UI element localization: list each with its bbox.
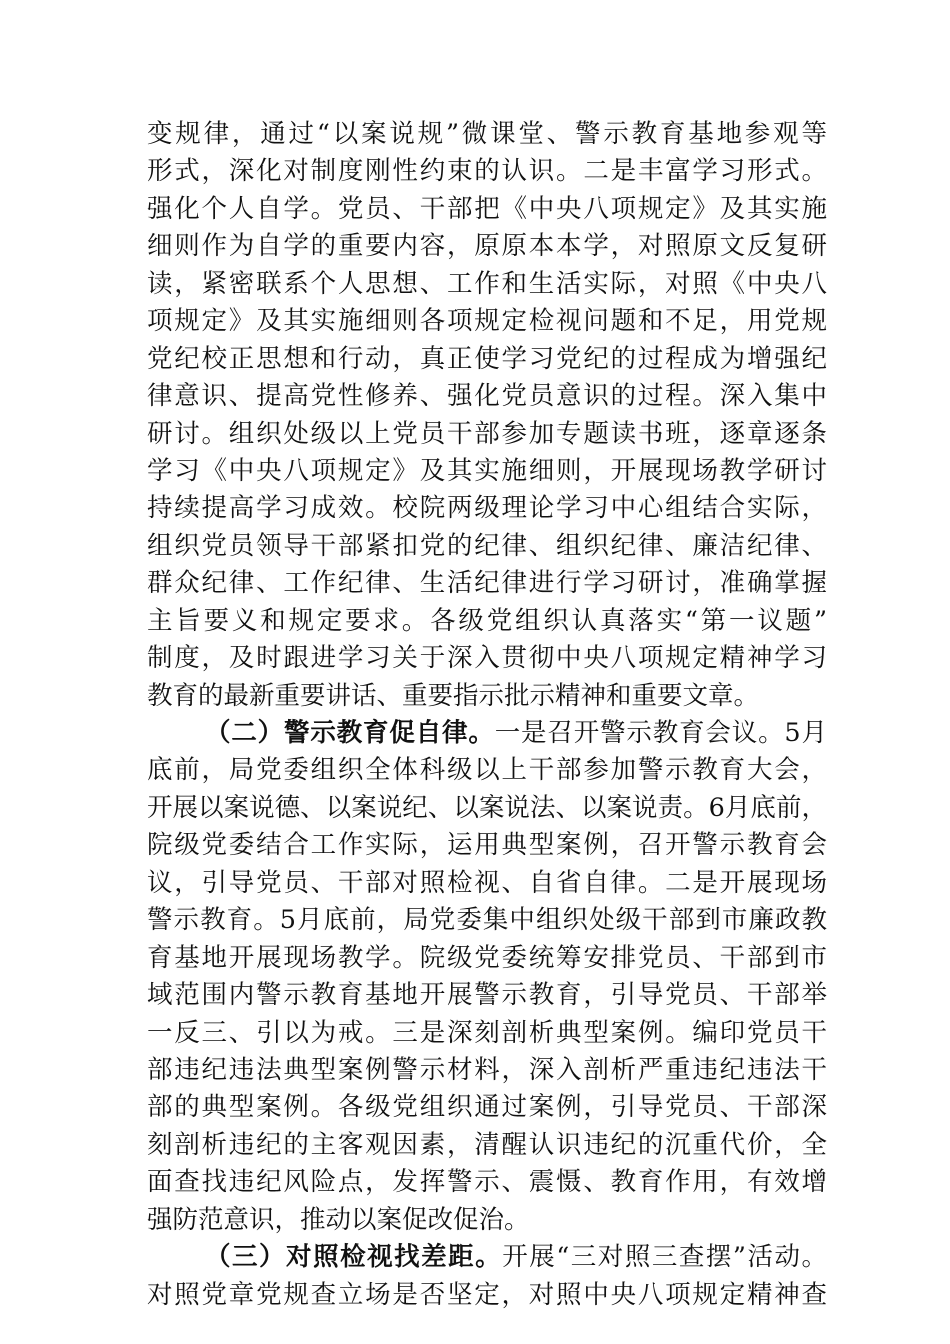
text-line: 组织党员领导干部紧扣党的纪律、组织纪律、廉洁纪律、 <box>147 530 827 561</box>
paragraph-study-forms <box>147 116 827 715</box>
text-run: 一是召开警示教育会议。5月 <box>494 718 827 748</box>
text-line: 研讨。组织处级以上党员干部参加专题读书班，逐章逐条 <box>147 418 827 449</box>
paragraph-first-line <box>147 1239 827 1276</box>
text-line: 项规定》及其实施细则各项规定检视问题和不足，用党规 <box>147 306 827 337</box>
text-line: 强防范意识，推动以案促改促治。 <box>147 1204 530 1235</box>
text-line: 育基地开展现场教学。院级党委统筹安排党员、干部到市 <box>147 942 827 973</box>
text-line: 变规律，通过“以案说规”微课堂、警示教育基地参观等 <box>147 119 827 149</box>
text-line: 制度，及时跟进学习关于深入贯彻中央八项规定精神学习 <box>147 643 827 674</box>
text-line: 底前，局党委组织全体科级以上干部参加警示教育大会， <box>147 755 827 786</box>
text-line: 部违纪违法典型案例警示材料，深入剖析严重违纪违法干 <box>147 1054 827 1085</box>
text-line: 持续提高学习成效。校院两级理论学习中心组结合实际， <box>147 493 827 524</box>
text-run: 开展“三对照三查摆”活动。 <box>502 1242 827 1273</box>
text-line: 学习《中央八项规定》及其实施细则，开展现场教学研讨 <box>147 455 827 486</box>
text-line: 刻剖析违纪的主客观因素，清醒认识违纪的沉重代价，全 <box>147 1129 827 1160</box>
text-line: 强化个人自学。党员、干部把《中央八项规定》及其实施 <box>147 193 827 224</box>
section-heading: （二）警示教育促自律。 <box>205 718 495 748</box>
text-line: 开展以案说德、以案说纪、以案说法、以案说责。6月底前， <box>147 792 827 823</box>
text-line: 教育的最新重要讲话、重要指示批示精神和重要文章。 <box>147 680 760 711</box>
text-line: 一反三、引以为戒。三是深刻剖析典型案例。编印党员干 <box>147 1017 827 1048</box>
text-line: 部的典型案例。各级党组织通过案例，引导党员、干部深 <box>147 1092 827 1123</box>
text-line: 警示教育。5月底前，局党委集中组织处级干部到市廉政教 <box>147 905 827 936</box>
text-line: 细则作为自学的重要内容，原原本本学，对照原文反复研 <box>147 231 827 262</box>
section-heading: （三）对照检视找差距。 <box>205 1242 503 1273</box>
paragraph-warning-education <box>147 715 827 1239</box>
paragraph-self-examination <box>147 1239 827 1314</box>
text-line: 律意识、提高党性修养、强化党员意识的过程。深入集中 <box>147 381 827 412</box>
text-line: 读，紧密联系个人思想、工作和生活实际，对照《中央八 <box>147 268 827 299</box>
paragraph-first-line <box>147 715 827 752</box>
document-body <box>147 116 827 1314</box>
text-line: 形式，深化对制度刚性约束的认识。二是丰富学习形式。 <box>147 156 827 187</box>
text-line: 对照党章党规查立场是否坚定，对照中央八项规定精神查 <box>147 1279 827 1310</box>
text-line: 党纪校正思想和行动，真正使学习党纪的过程成为增强纪 <box>147 343 827 374</box>
text-line: 议，引导党员、干部对照检视、自省自律。二是开展现场 <box>147 867 827 898</box>
text-line: 面查找违纪风险点，发挥警示、震慑、教育作用，有效增 <box>147 1167 827 1198</box>
text-line: 主旨要义和规定要求。各级党组织认真落实“第一议题” <box>147 605 827 636</box>
text-line: 域范围内警示教育基地开展警示教育，引导党员、干部举 <box>147 980 827 1011</box>
text-line: 院级党委结合工作实际，运用典型案例，召开警示教育会 <box>147 830 827 861</box>
text-line: 群众纪律、工作纪律、生活纪律进行学习研讨，准确掌握 <box>147 568 827 599</box>
